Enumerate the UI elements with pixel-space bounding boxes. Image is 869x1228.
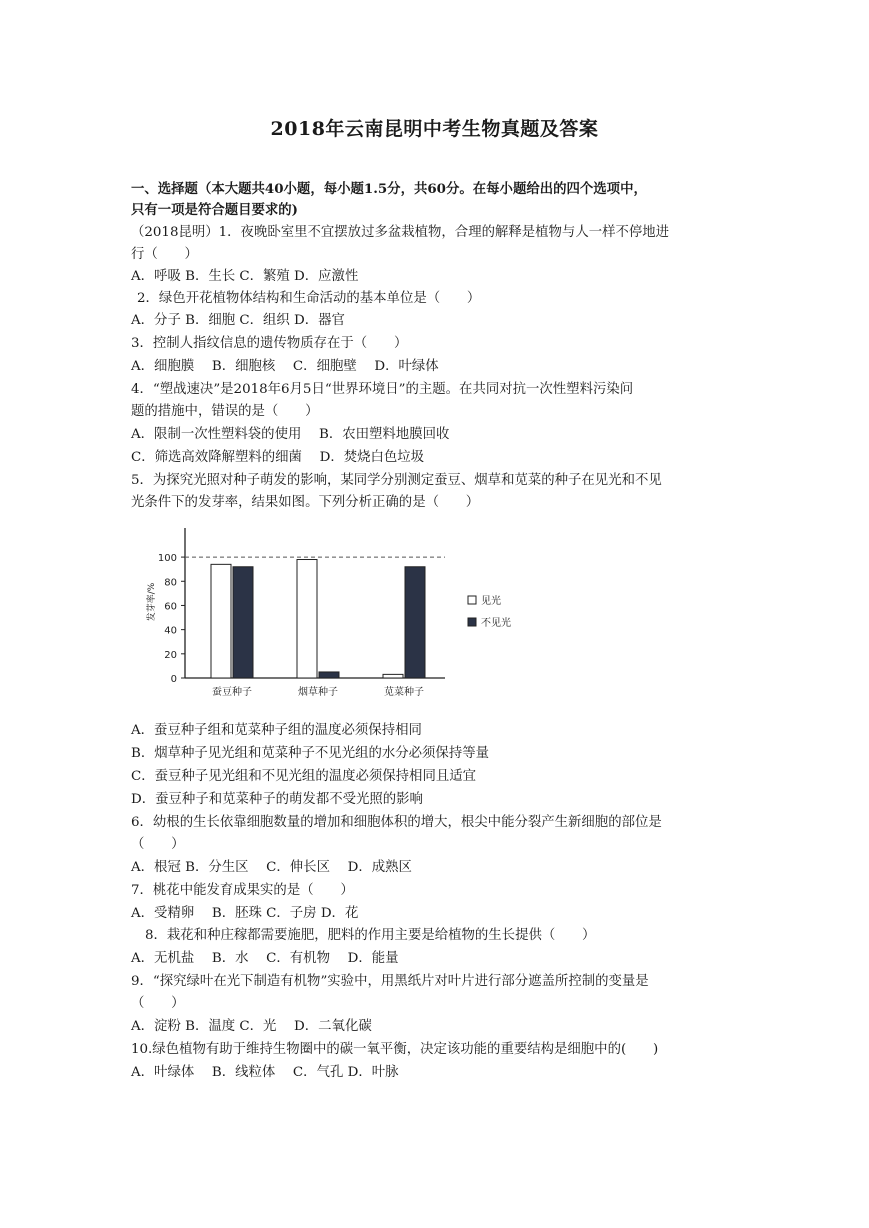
q5-stem-line1: 5．为探究光照对种子萌发的影响，某同学分别测定蚕豆、烟草和苋菜的种子在见光和不见 [131,473,662,488]
x-tick-label-2: 烟草种子 [298,687,338,698]
q7-options: A．受精卵 B．胚珠 C．子房 D．花 [131,906,359,921]
q1-stem-line1: （2018昆明）1．夜晚卧室里不宜摆放过多盆栽植物，合理的解释是植物与人一样不停地进 [131,225,670,240]
q1-options: A．呼吸 B．生长 C．繁殖 D．应激性 [131,269,359,284]
q4-stem-line1: 4．“塑战速决”是2018年6月5日“世界环境日”的主题。在共同对抗一次性塑料污染问 [131,382,634,397]
q6-options: A．根冠 B．分生区 C．伸长区 D．成熟区 [131,860,412,875]
q4-options-row2: C．筛选高效降解塑料的细菌 D．焚烧白色垃圾 [131,450,425,465]
bar-dark-3 [405,567,425,678]
q1-stem-line2: 行（ ） [131,247,198,262]
x-tick-label-1: 蚕豆种子 [212,687,252,698]
bar-dark-1 [233,567,253,678]
legend-swatch-2 [468,618,476,626]
y-axis-label: 发芽率/% [147,582,157,622]
q5-option-b: B．烟草种子见光组和苋菜种子不见光组的水分必须保持等量 [131,746,489,761]
q8-stem: 8．栽花和种庄稼都需要施肥，肥料的作用主要是给植物的生长提供（ ） [145,928,596,943]
q5-option-d: D．蚕豆种子和苋菜种子的萌发都不受光照的影响 [131,792,423,807]
y-tick-label-20: 20 [164,649,177,661]
q9-options: A．淀粉 B．温度 C．光 D．二氧化碳 [131,1019,372,1034]
q10-stem: 10.绿色植物有助于维持生物圈中的碳一氧平衡，决定该功能的重要结构是细胞中的( ) [131,1042,659,1057]
y-tick-label-80: 80 [164,577,177,589]
q4-stem-line2: 题的措施中，错误的是（ ） [131,404,319,419]
q7-stem: 7．桃花中能发育成果实的是（ ） [131,883,354,898]
germination-chart [140,522,550,707]
x-tick-label-3: 苋菜种子 [384,687,424,698]
legend-label-2: 不见光 [481,618,511,629]
q5-option-c: C．蚕豆种子见光组和不见光组的温度必须保持相同且适宜 [131,769,477,784]
section-heading-line1: 一、选择题（本大题共40小题，每小题1.5分，共60分。在每小题给出的四个选项中， [131,181,647,197]
q5-option-a: A．蚕豆种子组和苋菜种子组的温度必须保持相同 [131,723,422,738]
q6-stem-line1: 6．幼根的生长依靠细胞数量的增加和细胞体积的增大，根尖中能分裂产生新细胞的部位是 [131,815,662,830]
page-title: 2018年云南昆明中考生物真题及答案 [270,118,599,140]
bar-light-1 [211,564,231,678]
y-tick-label-60: 60 [164,601,177,613]
germination-chart-svg [140,522,550,707]
q3-stem: 3．控制人指纹信息的遗传物质存在于（ ） [131,336,408,351]
legend-swatch-1 [468,596,476,604]
bar-light-2 [297,560,317,678]
q2-stem: 2．绿色开花植物体结构和生命活动的基本单位是（ ） [137,291,481,306]
q6-stem-line2: （ ） [131,837,185,852]
bar-light-3 [383,674,403,678]
y-tick-label-100: 100 [157,553,177,565]
q3-options: A．细胞膜 B．细胞核 C．细胞壁 D．叶绿体 [131,359,439,374]
y-tick-label-40: 40 [164,625,177,637]
section-heading-line2: 只有一项是符合题目要求的) [131,202,299,218]
q9-stem-line1: 9．“探究绿叶在光下制造有机物”实验中，用黑纸片对叶片进行部分遮盖所控制的变量是 [131,974,649,989]
q8-options: A．无机盐 B．水 C．有机物 D．能量 [131,951,399,966]
y-tick-label-0: 0 [170,674,177,685]
q2-options: A．分子 B．细胞 C．组织 D．器官 [131,313,345,328]
legend-label-1: 见光 [481,596,501,607]
bar-dark-2 [319,672,339,678]
q9-stem-line2: （ ） [131,996,185,1011]
q10-options: A．叶绿体 B．线粒体 C．气孔 D．叶脉 [131,1065,399,1080]
q5-stem-line2: 光条件下的发芽率，结果如图。下列分析正确的是（ ） [131,495,480,510]
q4-options-row1: A．限制一次性塑料袋的使用 B．农田塑料地膜回收 [131,427,450,442]
